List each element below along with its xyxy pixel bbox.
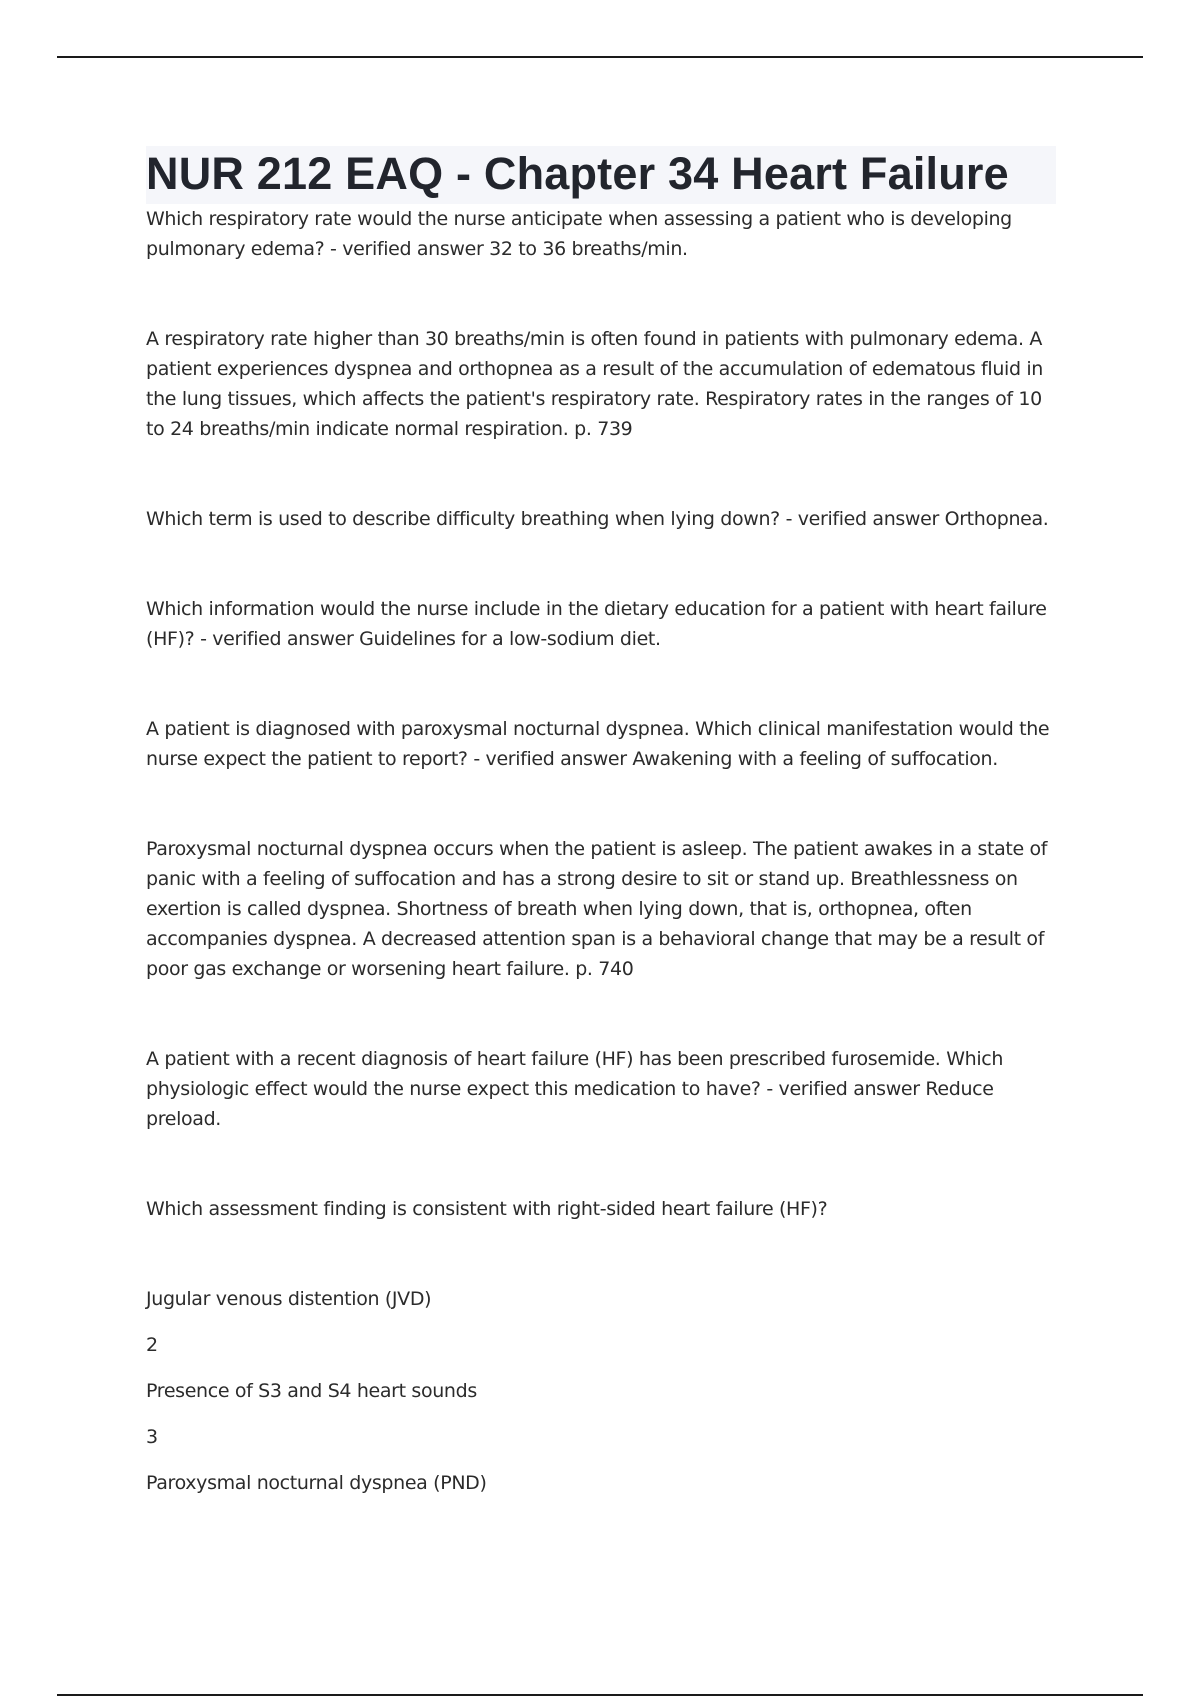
title-block <box>146 146 1056 204</box>
question-paragraph: A patient with a recent diagnosis of heart failure (HF) has been prescribed furosemide. Which physiologic effect would the nurse expect this medication to have? - verified answer Reduce preload. <box>146 1048 1004 1130</box>
question-paragraph: Which information would the nurse include in the dietary education for a patient with heart failure (HF)? - verified answer Guidelines for a low-sodium diet. <box>146 598 1047 650</box>
option-number: 2 <box>146 1334 158 1356</box>
question-paragraph: Which respiratory rate would the nurse anticipate when assessing a patient who is developing pulmonary edema? - verified answer 32 to 36 breaths/min. <box>146 208 1012 260</box>
rationale-paragraph: Paroxysmal nocturnal dyspnea occurs when the patient is asleep. The patient awakes in a state of panic with a feeling of suffocation and has a strong desire to sit or stand up. Breathlessness on exertion is called dyspnea. Shortness of breath when lying down, that is, orthopnea, often accompanies dyspnea. A decreased attention span is a behavioral change that may be a result of poor gas exchange or worsening heart failure. p. 740 <box>146 838 1048 980</box>
top-divider <box>57 56 1143 58</box>
option-number: 3 <box>146 1426 158 1448</box>
rationale-paragraph: A respiratory rate higher than 30 breaths/min is often found in patients with pulmonary edema. A patient experiences dyspnea and orthopnea as a result of the accumulation of edematous fluid in the lung tissues, which affects the patient's respiratory rate. Respiratory rates in the ranges of 10 to 24 breaths/min indicate normal respiration. p. 739 <box>146 328 1043 440</box>
answer-option: Presence of S3 and S4 heart sounds <box>146 1380 477 1402</box>
question-paragraph: A patient is diagnosed with paroxysmal nocturnal dyspnea. Which clinical manifestation would the nurse expect the patient to report? - verified answer Awakening with a feeling of suffocation. <box>146 718 1050 770</box>
answer-option: Jugular venous distention (JVD) <box>146 1288 432 1310</box>
document-body <box>146 146 1056 1498</box>
page-title: NUR 212 EAQ - Chapter 34 Heart Failure <box>146 148 1009 199</box>
question-paragraph: Which assessment finding is consistent with right-sided heart failure (HF)? <box>146 1198 828 1220</box>
answer-option: Paroxysmal nocturnal dyspnea (PND) <box>146 1472 487 1494</box>
question-paragraph: Which term is used to describe difficulty breathing when lying down? - verified answer Orthopnea. <box>146 508 1049 530</box>
bottom-divider <box>57 1694 1143 1696</box>
